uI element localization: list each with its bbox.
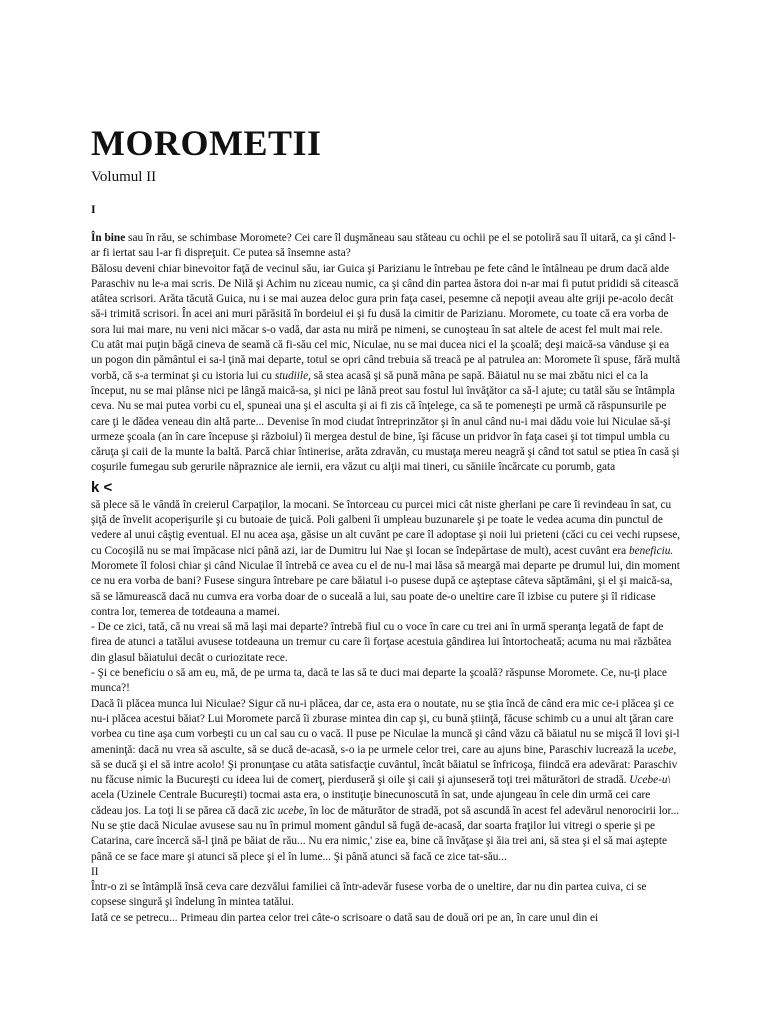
- book-title: MOROMETII: [91, 123, 322, 163]
- italic-word: studiile,: [274, 369, 311, 382]
- paragraph-text: sau în rău, se schimbase Moromete? Cei care îl duşmăneau sau stăteau cu ochii pe el se potoliră sau îl uitară, ca şi când l-ar fi iertat sau l-ar fi dispreţuit. Ce putea să însemne asta?: [91, 232, 676, 260]
- paragraph-text: Dacă îi plăcea munca lui Niculae? Sigur că nu-i plăcea, dar ce, asta era o noutate, nu se ştia încă de când era mic ce-i plăcea şi ce nu-i plăcea acestui băiat? Lui Moromete parcă îi zburase mintea din cap şi, cu bună ştiinţă, făcuse schimb cu a unui alt ţăran care vorbea cu tine aşa cum vorbeşti cu un cal sau cu o vacă. Il puse pe Niculae la muncă şi când văzu că băiatul nu se mişcă îl lovi şi-l ameninţă: dacă nu vrea să asculte, să se ducă de-acasă, s-o ia pe urmele celor trei, care au ajuns bine, Paraschiv lucrează la: [91, 697, 680, 756]
- paragraph-text: să stea acasă şi să pună mâna pe sapă. Băiatul nu se mai zbătu nici el ca la început, nu se mai plânse nici pe lângă maică-sa, şi nici pe lână preot sau fostul lui învăţător ca să-l ajute; cu tatăl său se întâmpla ceva. Nu se mai putea vorbi cu el, spuneai una şi el asculta şi ai fi zis că înţelege, ca să te pomeneşti pe urmă că răspunsurile pe care ţi le dădea veneau din altă parte... Devenise în mod ciudat întreprinzător şi în anul când nu-i mai dădu voie lui Niculae să-şi urmeze şcoala (an în care începuse şi războiul) îi mergea destul de bine, îşi făcuse un pridvor în faţa casei şi tot timpul umbla cu căruţa şi caii de la munte la baltă. Parcă chiar întinerise, arăta zdravăn, cu mustaţa mereu neagră şi când tot satul se ptiea în casă şi coşurile fumegau sub gerurile năpraznice ale iernii, era văzut cu alţii mai tineri, cu săniile încărcate cu porumb, gata: [91, 369, 680, 474]
- paragraph: [91, 338, 683, 476]
- body-text: [91, 231, 683, 926]
- paragraph: [91, 498, 683, 620]
- italic-word: beneficiu.: [628, 544, 674, 557]
- dialogue-line: - Şi ce beneficiu o să am eu, mă, de pe urma ta, dacă te las să te duci mai departe la şcoală? răspunse Moromete. Ce, nu-ţi place munca?!: [91, 667, 667, 695]
- chapter-heading: I: [91, 202, 96, 216]
- volume-subtitle: Volumul II: [91, 169, 157, 185]
- paragraph: [91, 231, 683, 262]
- paragraph-text: să se ducă şi el să intre acolo! Şi pronunţase cu atâta satisfacţie cuvântul, încât băiatul se înfricoşa, fiindcă era adevărat: Paraschiv nu făcuse nimic la Bucureşti cu ideea lui de comerţ, pierduseră şi oile şi caii şi ajunseseră toţi trei măturători de stradă.: [91, 758, 678, 787]
- italic-word: ucebe,: [277, 804, 307, 817]
- paragraph-text: să plece să le vândă în creierul Carpaţilor, la mocani. Se întorceau cu purcei mici cât niste gherlani pe care îi revindeau în sat, cu şiţă de învelit acoperişurile şi cu butoaie de ţuică. Poli galbeni îi umpleau buzunarele şi pe toate le vedea acuma din punctul de vedere al unui câştig eventual. El nu acea aşa, găsise un alt cuvânt pe care îl adoptase şi noii lui prieteni (căci cu cei vechi rupsese, cu Cocoşilă nu se mai împăcase nici până azi, iar de Dumitru lui Nae şi Iocan se îndepărtase de mult), acest cuvânt era: [91, 498, 681, 557]
- italic-word: ucebe,: [647, 743, 677, 756]
- section-heading: II: [91, 865, 99, 878]
- opening-bold-words: În bine: [91, 232, 126, 244]
- paragraph: [91, 697, 683, 865]
- dialogue-line: - De ce zici, tată, că nu vreai să mă laşi mai departe? întrebă fiul cu o voce în care cu trei ani în urmă speranţa legată de fapt de firea de atunci a tatălui avusese totdeauna un tremur cu care îi forţase acestuia gândirea lui întortocheată; acuma nu mai răzbătea din glasul băiatului decât o curiozitate rece.: [91, 621, 672, 664]
- paragraph-text: în loc de măturător de stradă, pot să ascundă în acest fel adevărul nenorocirii lor... Nu se ştie dacă Niculae avusese sau nu în primul moment gândul să fugă de-acasă, dar soarta fraţilor lui vitregi o sperie şi pe Catarina, care încercă să-l ţină pe băiat de rău... Nu era nimic,' zise ea, bine că învăţase şi ăia trei ani, să stea şi el să mai aştepte până ce se face mare şi atunci să plece şi el în lume... Şi până atunci să facă ce zice tat-său...: [91, 804, 680, 863]
- paragraph: Bălosu deveni chiar binevoitor faţă de vecinul său, iar Guica şi Parizianu le întrebau pe fete când le întâlneau pe drum dacă alde Paraschiv nu le-a mai scris. De Nilă şi Achim nu ziceau numic, ca şi când din partea ăstora doi n-ar mai fi putut prididi să citească atâtea scrisori. Arăta tăcută Guica, nu i se mai auzea deloc gura prin faţa casei, pesemne că nepoţii aveau alte griji pe-acolo decât să-i trimită scrisori. În acei ani muri părăsită în bordeiul ei şi fu dusă la cimitir de Parizianu. Moromete, cu toate că era vorba de sora lui mai mare, nu veni nici măcar s-o vadă, dar asta nu miră pe nimeni, se cunoşteau în sat altele de acest fel mult mai rele.: [91, 262, 679, 336]
- stray-marker: k <: [91, 478, 113, 496]
- paragraph-text: acela (Uzinele Centrale Bucureşti) tocmai asta era, o instituţie binecunoscută în sat, unde ajungeau în cele din urmă cei care cădeau jos. La toţi li se părea că dacă zic: [91, 789, 651, 817]
- paragraph-text: Cu atât mai puţin băgă cineva de seamă că fi-său cel mic, Niculae, nu se mai ducea nici el la şcoală; deşi maică-sa vânduse şi ea un pogon din pământul ei sa-l ţină mai departe, totul se opri când trebuia să treacă pe al patrulea an: Moromete îi spuse, fără multă vorbă, că s-a terminat şi cu istoria lui cu: [91, 339, 681, 382]
- document-page: [91, 120, 683, 926]
- italic-word: Ucebe-u\: [629, 774, 671, 787]
- paragraph: Iată ce se petrecu... Primeau din partea celor trei câte-o scrisoare o dată sau de două ori pe an, în care unul din ei: [91, 911, 599, 924]
- paragraph-text: Moromete îl folosi chiar şi când Niculae îl întrebă ce avea cu el de nu-l mai lăsa să meargă mai departe pe drumul lui, din moment ce nu era vorba de bani? Fusese singura întrebare pe care băiatul i-o pusese după ce aşteptase câteva săptămâni, şi el şi maică-sa, să se lămurească dacă nu cumva era vorba doar de o suceală a lui, sau poate de-o uneltire care îl izbise cu putere şi îl ridicase contra lor, temerea de totdeauna a mamei.: [91, 559, 680, 618]
- paragraph: Într-o zi se întâmplă însă ceva care dezvălui familiei că într-adevăr fusese vorba de o uneltire, dar nu din partea cuiva, ci se copsese singură şi îndelung în mintea tatălui.: [91, 881, 647, 909]
